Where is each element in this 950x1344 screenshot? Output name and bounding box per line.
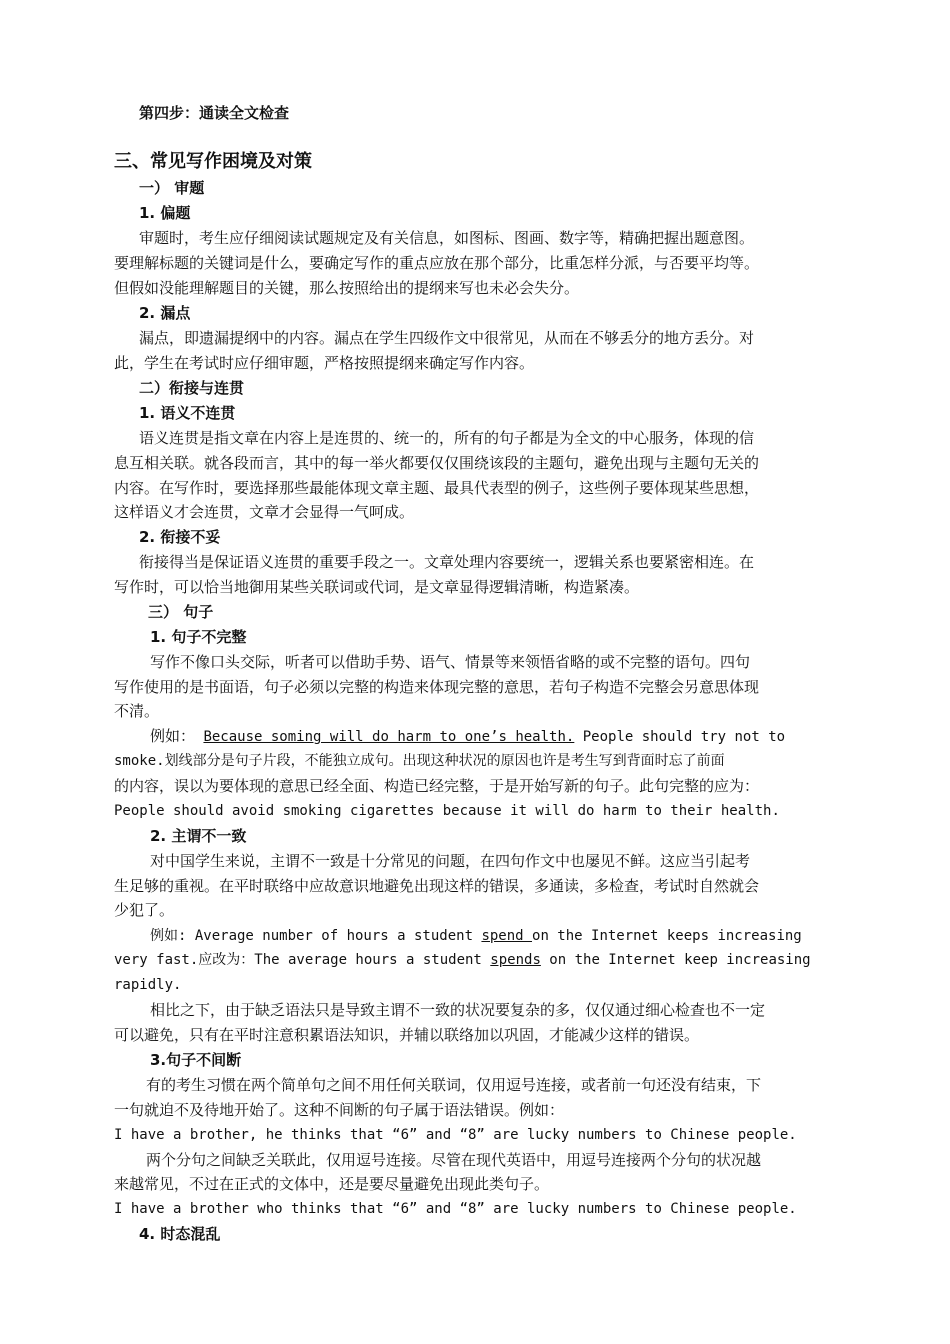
paragraph-line: 衔接得当是保证语义连贯的重要手段之一。文章处理内容要统一，逻辑关系也要紧密相连。在 xyxy=(139,553,755,571)
paragraph-line: 不清。 xyxy=(114,702,160,720)
item-heading: 2. 主谓不一致 xyxy=(150,827,247,845)
example-text: on the Internet keep increasing xyxy=(540,952,811,968)
paragraph-line: 相比之下，由于缺乏语法只是导致主谓不一致的状况要复杂的多，仅仅通过细心检查也不一定 xyxy=(150,1001,766,1019)
paragraph-line: 要理解标题的关键词是什么，要确定写作的重点应放在那个部分，比重怎样分派，与否要平均等。 xyxy=(114,254,760,272)
underlined-word: spend xyxy=(481,928,533,944)
item-heading: 1. 偏题 xyxy=(139,204,191,222)
example-text: very fast.应改为：The average hours a student xyxy=(114,952,491,968)
underlined-fragment: Because soming will do harm to one’s health. xyxy=(203,729,575,745)
paragraph-line: 这样语义才会连贯，文章才会显得一气呵成。 xyxy=(114,503,415,521)
paragraph-line: 息互相关联。就各段而言，其中的每一举火都要仅仅围绕该段的主题句，避免出现与主题句无关的 xyxy=(114,454,760,472)
paragraph-line: 但假如没能理解题目的关键，那么按照给出的提纲来写也未必会失分。 xyxy=(114,279,580,297)
example-text: People should try not to xyxy=(574,729,786,745)
step-heading: 第四步：通读全文检查 xyxy=(139,104,290,122)
example-sentence: People should avoid smoking cigarettes because it will do harm to their health. xyxy=(114,803,780,819)
example-line xyxy=(150,926,802,946)
paragraph-line: 内容。在写作时，要选择那些最能体现文章主题、最具代表型的例子，这些例子要体现某些思想， xyxy=(114,479,760,497)
example-sentence: I have a brother, he thinks that “6” and “8” are lucky numbers to Chinese people. xyxy=(114,1127,797,1143)
example-text: 例如: Average number of hours a student xyxy=(150,928,482,944)
subsection-heading: 一） 审题 xyxy=(139,179,205,197)
example-prefix: 例如： xyxy=(150,727,196,745)
paragraph-line: 漏点，即遗漏提纲中的内容。漏点在学生四级作文中很常见，从而在不够丢分的地方丢分。对 xyxy=(139,329,755,347)
paragraph-line: 写作时，可以恰当地御用某些关联词或代词，是文章显得逻辑清晰，构造紧凑。 xyxy=(114,578,640,596)
item-heading: 2. 衔接不妥 xyxy=(139,528,221,546)
paragraph-line: 的内容，误以为要体现的意思已经全面、构造已经完整，于是开始写新的句子。此句完整的应为： xyxy=(114,777,760,795)
example-sentence: I have a brother who thinks that “6” and “8” are lucky numbers to Chinese people. xyxy=(114,1201,797,1217)
paragraph-line: 一句就迫不及待地开始了。这种不间断的句子属于语法错误。例如： xyxy=(114,1101,565,1119)
example-line: rapidly. xyxy=(114,977,182,993)
paragraph-line: 两个分句之间缺乏关联此，仅用逗号连接。尽管在现代英语中，用逗号连接两个分句的状况越 xyxy=(146,1151,762,1169)
item-heading: 3.句子不间断 xyxy=(150,1051,242,1069)
paragraph-line: 可以避免，只有在平时注意积累语法知识，并辅以联络加以巩固，才能减少这样的错误。 xyxy=(114,1026,700,1044)
paragraph-line: 审题时，考生应仔细阅读试题规定及有关信息，如图标、图画、数字等，精确把握出题意图。 xyxy=(139,229,755,247)
paragraph-line: 语义连贯是指文章在内容上是连贯的、统一的，所有的句子都是为全文的中心服务，体现的信 xyxy=(139,429,755,447)
example-line: smoke.划线部分是句子片段，不能独立成句。出现这种状况的原因也许是考生写到背面时忘了前面 xyxy=(114,753,725,769)
paragraph-line: 此，学生在考试时应仔细审题，严格按照提纲来确定写作内容。 xyxy=(114,354,535,372)
item-heading: 2. 漏点 xyxy=(139,304,191,322)
subsection-heading: 二）衔接与连贯 xyxy=(139,379,245,397)
paragraph-line: 写作使用的是书面语，句子必须以完整的构造来体现完整的意思，若句子构造不完整会另意思体现 xyxy=(114,678,760,696)
paragraph-line: 有的考生习惯在两个简单句之间不用任何关联词，仅用逗号连接，或者前一句还没有结束，下 xyxy=(146,1076,762,1094)
paragraph-line: 少犯了。 xyxy=(114,901,175,919)
example-text: on the Internet keeps increasing xyxy=(532,928,802,944)
underlined-word: spends xyxy=(490,952,541,968)
item-heading: 1. 语义不连贯 xyxy=(139,404,236,422)
example-line xyxy=(114,950,811,970)
paragraph-line: 生足够的重视。在平时联络中应故意识地避免出现这样的错误，多通读，多检查，考试时自然就会 xyxy=(114,877,760,895)
paragraph-line: 写作不像口头交际，听者可以借助手势、语气、情景等来领悟省略的或不完整的语句。四句 xyxy=(150,653,751,671)
paragraph-line: 来越常见，不过在正式的文体中，还是要尽量避免出现此类句子。 xyxy=(114,1175,550,1193)
subsection-heading: 三） 句子 xyxy=(148,603,214,621)
section-title: 三、常见写作困境及对策 xyxy=(114,151,312,172)
paragraph-line: 对中国学生来说，主谓不一致是十分常见的问题，在四句作文中也屡见不鲜。这应当引起考 xyxy=(150,852,751,870)
item-heading: 4. 时态混乱 xyxy=(139,1225,221,1243)
example-line xyxy=(150,726,785,747)
item-heading: 1. 句子不完整 xyxy=(150,628,247,646)
